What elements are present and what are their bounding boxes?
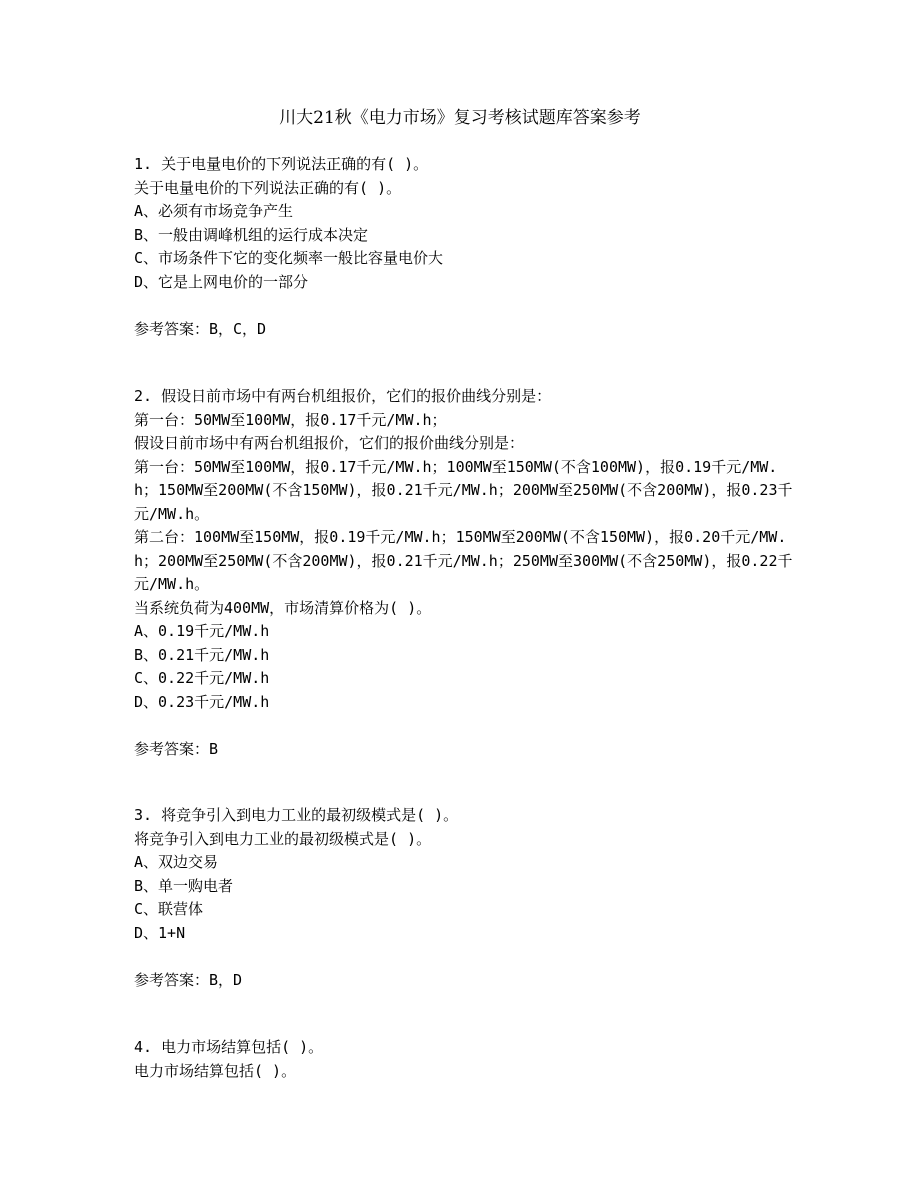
question-stem-line: 假设日前市场中有两台机组报价，它们的报价曲线分别是： xyxy=(134,434,525,452)
option-a: A、双边交易 xyxy=(134,853,219,871)
option-a: A、0.19千元/MW.h xyxy=(134,622,270,640)
question-4 xyxy=(134,1036,794,1083)
option-b: B、单一购电者 xyxy=(134,876,234,895)
option-b: B、一般由调峰机组的运行成本决定 xyxy=(134,225,369,244)
question-heading: 2. 假设日前市场中有两台机组报价，它们的报价曲线分别是： xyxy=(134,387,552,405)
option-c: C、市场条件下它的变化频率一般比容量电价大 xyxy=(134,249,444,267)
question-stem-line: 关于电量电价的下列说法正确的有( )。 xyxy=(134,178,402,197)
option-c: C、联营体 xyxy=(134,900,204,918)
option-a: A、必须有市场竞争产生 xyxy=(134,202,294,220)
answer-line: 参考答案：B，C，D xyxy=(134,319,267,338)
option-d: D、0.23千元/MW.h xyxy=(134,692,270,711)
answer-line: 参考答案：B xyxy=(134,739,219,758)
question-2 xyxy=(134,385,794,761)
question-stem-line: 当系统负荷为400MW，市场清算价格为( )。 xyxy=(134,598,432,617)
question-heading: 1. 关于电量电价的下列说法正确的有( )。 xyxy=(134,155,429,173)
question-1 xyxy=(134,153,794,341)
question-stem-line: 第一台：50MW至100MW，报0.17千元/MW.h； xyxy=(134,410,447,429)
option-c: C、0.22千元/MW.h xyxy=(134,669,270,687)
document-title: 川大21秋《电力市场》复习考核试题库答案参考 xyxy=(279,108,641,128)
question-stem-line: 将竞争引入到电力工业的最初级模式是( )。 xyxy=(134,829,432,848)
option-d: D、它是上网电价的一部分 xyxy=(134,272,309,291)
question-stem-paragraph: 第一台：50MW至100MW，报0.17千元/MW.h；100MW至150MW(不含100MW)，报0.19千元/MW.h；150MW至200MW(不含150MW)，报0.21千元/MW.h；200MW至250MW(不含200MW)，报0.23千元/MW.h。 xyxy=(134,457,793,523)
question-3 xyxy=(134,804,794,992)
question-stem-line: 电力市场结算包括( )。 xyxy=(134,1061,297,1080)
answer-line: 参考答案：B，D xyxy=(134,970,243,989)
question-heading: 3. 将竞争引入到电力工业的最初级模式是( )。 xyxy=(134,806,459,824)
question-stem-paragraph: 第二台：100MW至150MW，报0.19千元/MW.h；150MW至200MW(不含150MW)，报0.20千元/MW.h；200MW至250MW(不含200MW)，报0.21千元/MW.h；250MW至300MW(不含250MW)，报0.22千元/MW.h。 xyxy=(134,528,793,593)
question-heading: 4. 电力市场结算包括( )。 xyxy=(134,1038,324,1056)
option-b: B、0.21千元/MW.h xyxy=(134,645,270,664)
option-d: D、1+N xyxy=(134,923,186,942)
